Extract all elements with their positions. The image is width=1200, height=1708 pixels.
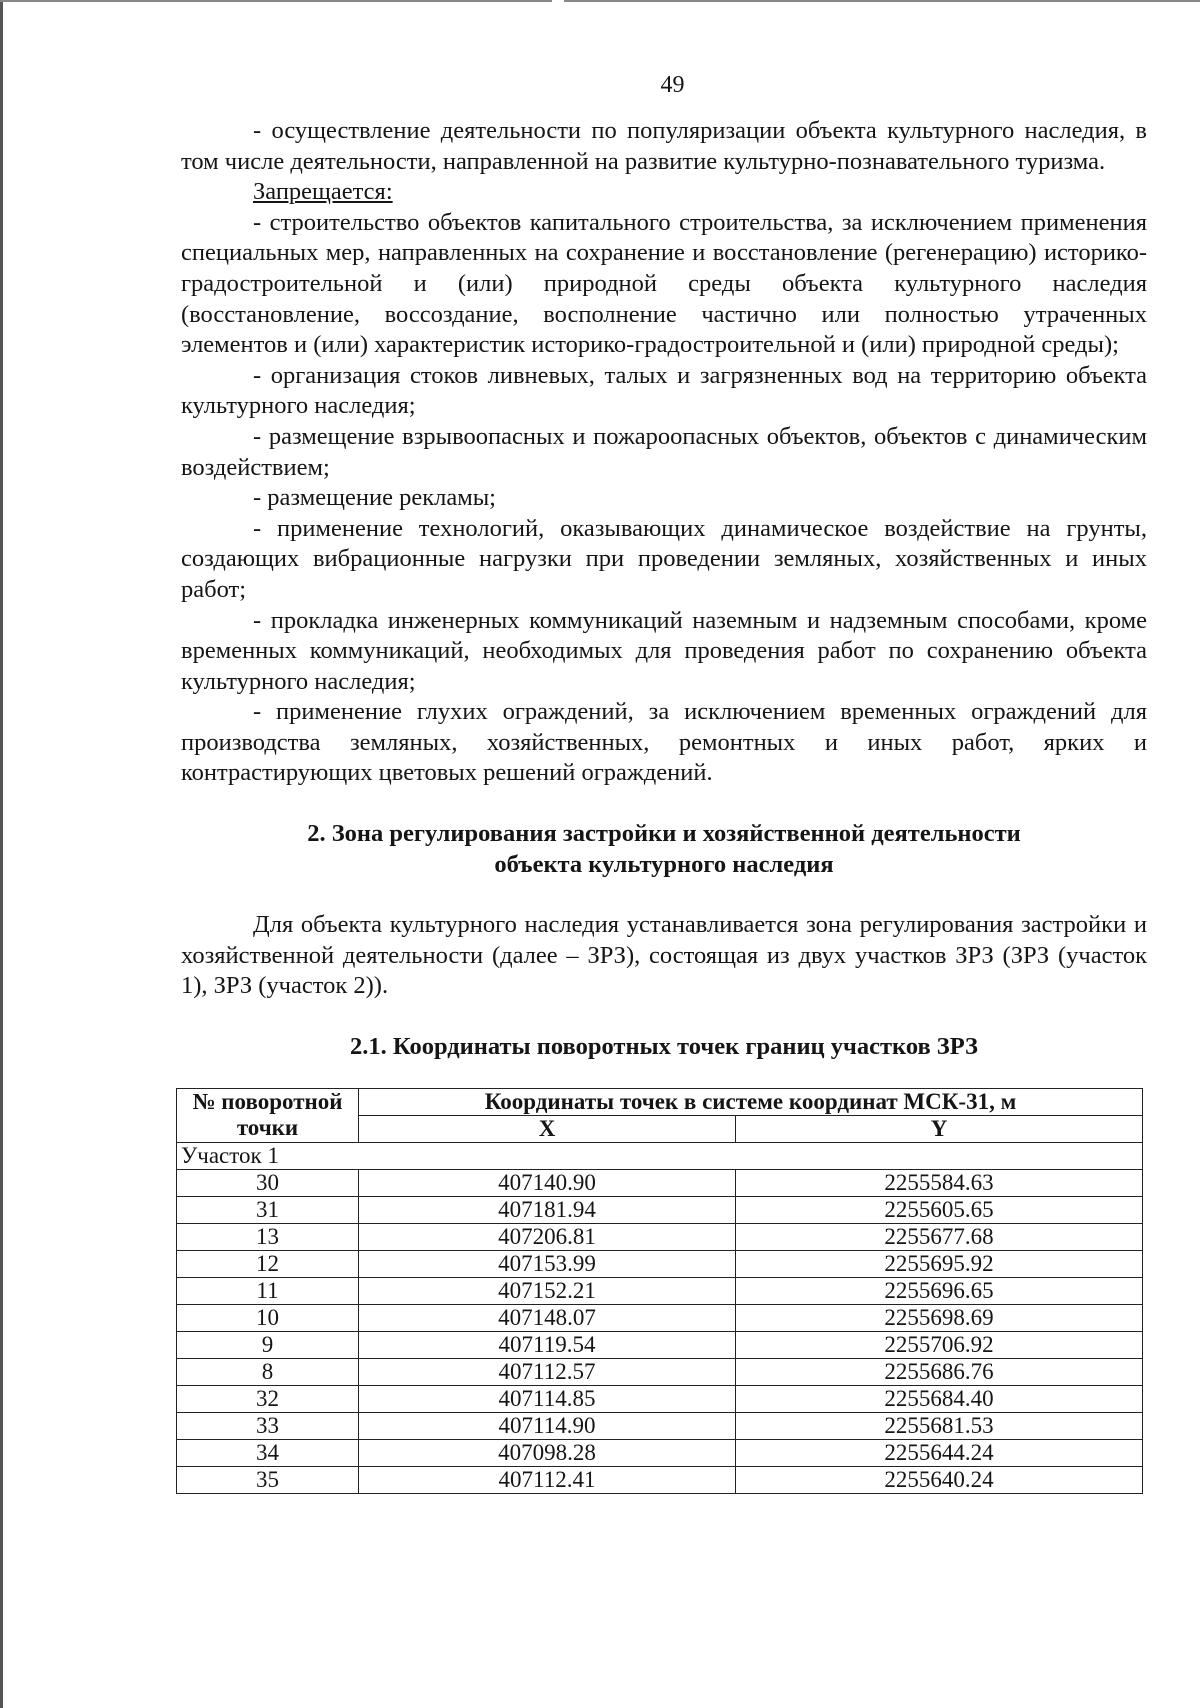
coord-x: 407206.81	[359, 1223, 736, 1250]
coordinates-table	[176, 1088, 1143, 1494]
paragraph-popularization: - осуществление деятельности по популяризации объекта культурного наследия, в том числе деятельности, направленной на развитие культурно-познавательного туризма.	[181, 117, 1147, 175]
table-row	[177, 1304, 1143, 1331]
coord-y: 2255684.40	[736, 1385, 1143, 1412]
header-point-line-2: точки	[236, 1115, 299, 1141]
table-row	[177, 1385, 1143, 1412]
point-number: 32	[177, 1385, 359, 1412]
table-title: 2.1. Координаты поворотных точек границ участков ЗРЗ	[350, 1033, 978, 1061]
prohibited-item-advertising: - размещение рекламы;	[253, 484, 496, 512]
point-number: 11	[177, 1277, 359, 1304]
coord-x: 407152.21	[359, 1277, 736, 1304]
coord-y: 2255681.53	[736, 1412, 1143, 1439]
table-row	[177, 1277, 1143, 1304]
scan-top-line	[0, 0, 1200, 2]
coord-x: 407112.41	[359, 1466, 736, 1493]
table-row	[177, 1223, 1143, 1250]
section-title-line-2: объекта культурного наследия	[494, 850, 834, 878]
coord-y: 2255677.68	[736, 1223, 1143, 1250]
coord-x: 407148.07	[359, 1304, 736, 1331]
coord-x: 407098.28	[359, 1439, 736, 1466]
section-label: Участок 1	[177, 1142, 1143, 1169]
prohibited-heading-text: Запрещается:	[253, 178, 393, 206]
section-paragraph: Для объекта культурного наследия устанавливается зона регулирования застройки и хозяйственной деятельности (далее – ЗРЗ), состоящая из двух участков ЗРЗ (ЗРЗ (участок 1), ЗРЗ (участок 2)).	[181, 911, 1147, 1000]
page-number: 49	[660, 72, 685, 98]
table-row	[177, 1331, 1143, 1358]
table-section-row	[177, 1142, 1143, 1169]
point-number: 34	[177, 1439, 359, 1466]
coord-y: 2255696.65	[736, 1277, 1143, 1304]
prohibited-item-construction: - строительство объектов капитального строительства, за исключением применения специальных мер, направленных на сохранение и восстановление (регенерацию) историко-градостроительной и (или) природной среды объекта культурного наследия (восстановление, воссоздание, восполнение частично или полностью утраченных элементов и (или) характеристик историко-градостроительной и (или) природной среды);	[181, 208, 1147, 359]
coord-x: 407119.54	[359, 1331, 736, 1358]
prohibited-heading	[181, 177, 1147, 208]
section-title-line-1: 2. Зона регулирования застройки и хозяйственной деятельности	[307, 820, 1021, 848]
point-number: 31	[177, 1196, 359, 1223]
coord-y: 2255706.92	[736, 1331, 1143, 1358]
point-number: 8	[177, 1358, 359, 1385]
coord-x: 407181.94	[359, 1196, 736, 1223]
coord-y: 2255695.92	[736, 1250, 1143, 1277]
header-point-line-1: № поворотной	[192, 1089, 343, 1115]
table-row	[177, 1439, 1143, 1466]
coord-y: 2255686.76	[736, 1358, 1143, 1385]
table-row	[177, 1196, 1143, 1223]
coord-y: 2255640.24	[736, 1466, 1143, 1493]
header-coordinates: Координаты точек в системе координат МСК-31, м	[359, 1088, 1143, 1115]
coord-y: 2255584.63	[736, 1169, 1143, 1196]
point-number: 35	[177, 1466, 359, 1493]
coord-y: 2255698.69	[736, 1304, 1143, 1331]
point-number: 13	[177, 1223, 359, 1250]
coord-x: 407153.99	[359, 1250, 736, 1277]
point-number: 33	[177, 1412, 359, 1439]
header-point-number	[177, 1088, 359, 1142]
header-x: X	[359, 1115, 736, 1142]
table-row	[177, 1412, 1143, 1439]
prohibited-item-technologies: - применение технологий, оказывающих динамическое воздействие на грунты, создающих вибрационные нагрузки при проведении земляных, хозяйственных и иных работ;	[181, 514, 1147, 603]
section-title	[181, 819, 1147, 880]
table-row	[177, 1250, 1143, 1277]
prohibited-item-hazardous: - размещение взрывоопасных и пожароопасных объектов, объектов с динамическим воздействием;	[181, 422, 1147, 481]
point-number: 30	[177, 1169, 359, 1196]
point-number: 10	[177, 1304, 359, 1331]
table-row	[177, 1466, 1143, 1493]
coord-y: 2255605.65	[736, 1196, 1143, 1223]
coord-x: 407140.90	[359, 1169, 736, 1196]
coord-y: 2255644.24	[736, 1439, 1143, 1466]
table-row	[177, 1358, 1143, 1385]
coord-x: 407114.85	[359, 1385, 736, 1412]
prohibited-item-drainage: - организация стоков ливневых, талых и загрязненных вод на территорию объекта культурного наследия;	[181, 361, 1147, 420]
coord-x: 407112.57	[359, 1358, 736, 1385]
point-number: 9	[177, 1331, 359, 1358]
point-number: 12	[177, 1250, 359, 1277]
table-row	[177, 1169, 1143, 1196]
scan-edge	[0, 0, 3, 1708]
header-y: Y	[736, 1115, 1143, 1142]
prohibited-item-utilities: - прокладка инженерных коммуникаций наземным и надземным способами, кроме временных коммуникаций, необходимых для проведения работ по сохранению объекта культурного наследия;	[181, 606, 1147, 695]
document-body	[181, 116, 1147, 1494]
prohibited-item-fences: - применение глухих ограждений, за исключением временных ограждений для производства земляных, хозяйственных, ремонтных и иных работ, ярких и контрастирующих цветовых решений ограждений.	[181, 698, 1147, 787]
coord-x: 407114.90	[359, 1412, 736, 1439]
